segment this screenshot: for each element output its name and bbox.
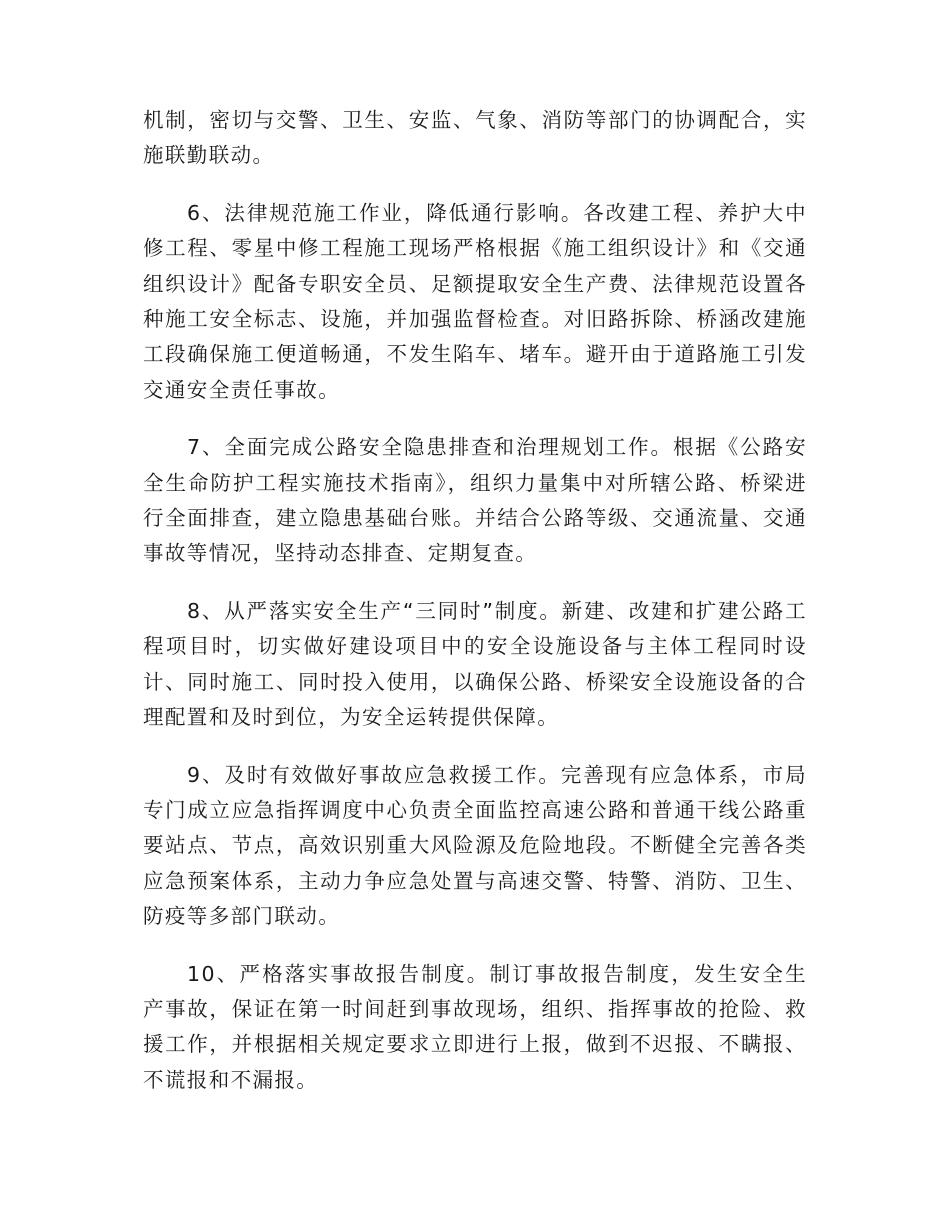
paragraph-item-6: 6、法律规范施工作业，降低通行影响。各改建工程、养护大中修工程、零星中修工程施工现场严格根据《施工组织设计》和《交通组织设计》配备专职安全员、足额提取安全生产费、法律规范设置各种施工安全标志、设施，并加强监督检查。对旧路拆除、桥涵改建施工段确保施工便道畅通，不发生陷车、堵车。避开由于道路施工引发交通安全责任事故。 <box>143 200 807 402</box>
paragraph-item-9: 9、及时有效做好事故应急救援工作。完善现有应急体系，市局专门成立应急指挥调度中心负责全面监控高速公路和普通干线公路重要站点、节点，高效识别重大风险源及危险地段。不断健全完善各类应急预案体系，主动力争应急处置与高速交警、特警、消防、卫生、防疫等多部门联动。 <box>143 762 807 929</box>
paragraph-item-7: 7、全面完成公路安全隐患排查和治理规划工作。根据《公路安全生命防护工程实施技术指南》，组织力量集中对所辖公路、桥梁进行全面排查，建立隐患基础台账。并结合公路等级、交通流量、交通事故等情况，坚持动态排查、定期复查。 <box>143 435 807 566</box>
paragraph-item-10: 10、严格落实事故报告制度。制订事故报告制度，发生安全生产事故，保证在第一时间赶到事故现场，组织、指挥事故的抢险、救援工作，并根据相关规定要求立即进行上报，做到不迟报、不瞒报、不谎报和不漏报。 <box>143 961 807 1092</box>
paragraph-item-8: 8、从严落实安全生产“三同时”制度。新建、改建和扩建公路工程项目时，切实做好建设项目中的安全设施设备与主体工程同时设计、同时施工、同时投入使用，以确保公路、桥梁安全设施设备的合理配置和及时到位，为安全运转提供保障。 <box>143 598 807 730</box>
paragraph-continuation: 机制，密切与交警、卫生、安监、气象、消防等部门的协调配合，实施联勤联动。 <box>143 108 807 168</box>
document-body <box>143 103 807 1098</box>
